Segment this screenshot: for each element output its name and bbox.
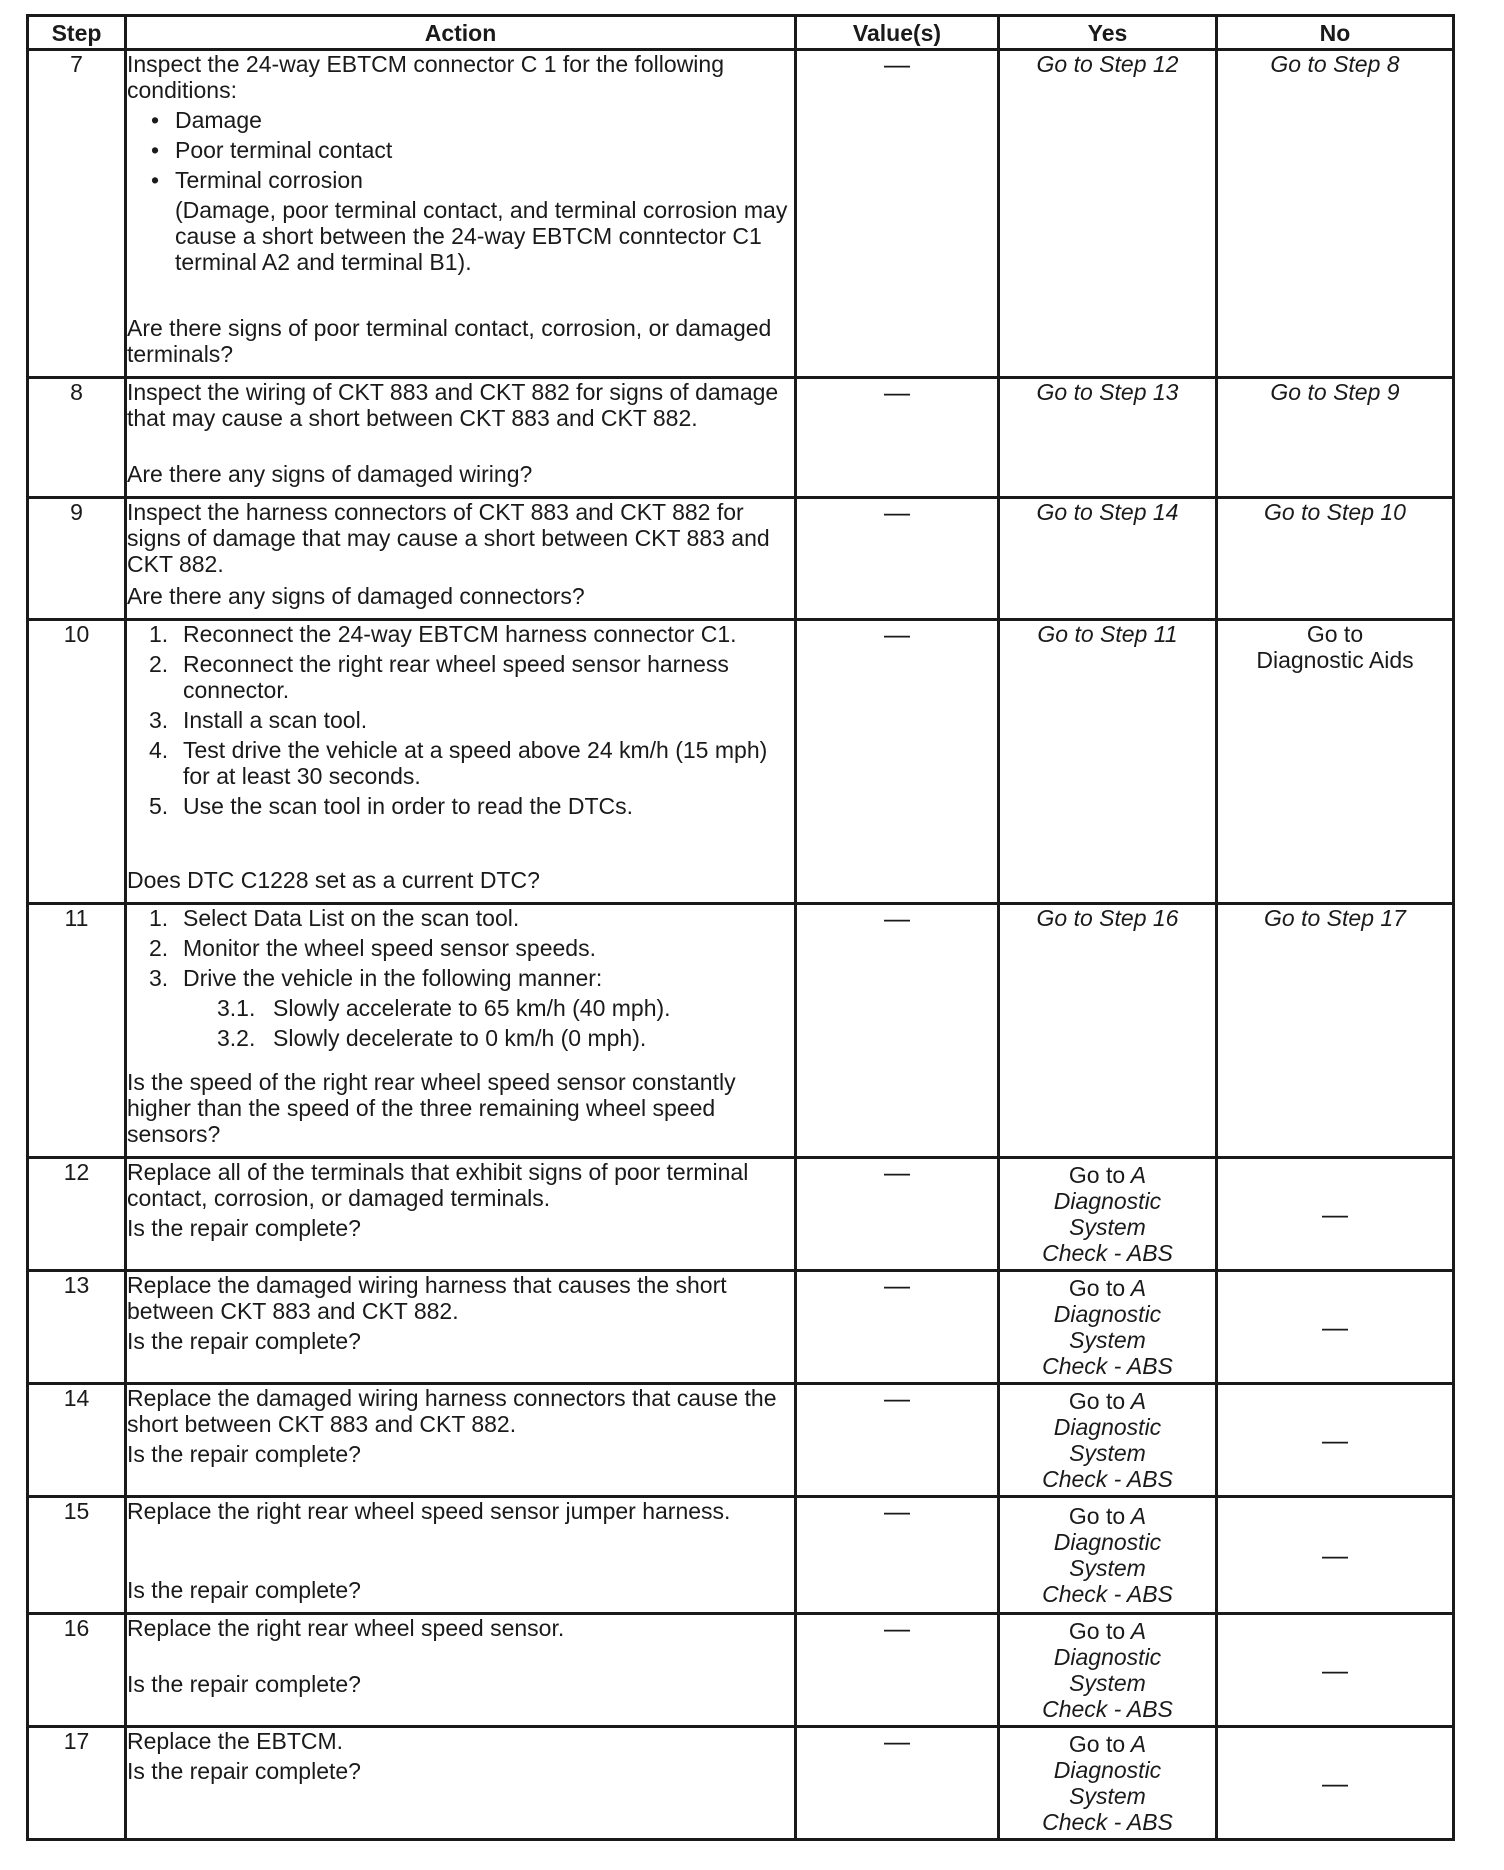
no-link: Go to Step 8	[1270, 51, 1400, 77]
table-row	[28, 1158, 1454, 1271]
no-cell: —	[1217, 1158, 1454, 1271]
step-number: 15	[28, 1497, 126, 1614]
procedure-list	[127, 621, 794, 823]
table-row	[28, 1384, 1454, 1497]
table-row	[28, 620, 1454, 904]
action-question: Is the repair complete?	[127, 1441, 361, 1467]
step-number: 8	[28, 378, 126, 498]
list-item: 2. Reconnect the right rear wheel speed sensor harness connector.	[149, 651, 729, 703]
no-cell	[1217, 378, 1454, 498]
no-link-line1: Go to	[1306, 621, 1364, 647]
yes-link: Go to Step 13	[1036, 379, 1179, 405]
no-link: Go to Step 10	[1264, 499, 1406, 525]
table-row	[28, 50, 1454, 378]
action-text: Inspect the 24-way EBTCM connector C 1 for the following conditions:	[127, 51, 725, 103]
step-number: 16	[28, 1614, 126, 1727]
yes-cell: Go to A Diagnostic System Check - ABS	[999, 1271, 1217, 1384]
no-cell	[1217, 50, 1454, 378]
abs-check-link: Go to A	[1068, 1618, 1147, 1644]
list-item: 3.2. Slowly decelerate to 0 km/h (0 mph).	[217, 1025, 647, 1051]
list-item: • Damage	[151, 107, 794, 133]
value-cell: —	[796, 1384, 999, 1497]
action-cell	[126, 1271, 796, 1384]
no-link: Go to Step 17	[1264, 905, 1406, 931]
action-question: Are there signs of poor terminal contact, corrosion, or damaged terminals?	[127, 315, 772, 367]
value-cell: —	[796, 378, 999, 498]
action-question: Is the repair complete?	[127, 1328, 361, 1354]
no-cell	[1217, 620, 1454, 904]
action-cell	[126, 50, 796, 378]
no-cell: —	[1217, 1497, 1454, 1614]
step-number: 14	[28, 1384, 126, 1497]
action-text: Inspect the harness connectors of CKT 883 and CKT 882 for signs of damage that may cause a short between CKT 883 and CKT 882.	[127, 499, 770, 577]
table-row	[28, 1614, 1454, 1727]
action-cell	[126, 1727, 796, 1840]
yes-link: Go to Step 11	[1037, 621, 1178, 647]
no-link: Go to Step 9	[1270, 379, 1400, 405]
no-cell: —	[1217, 1727, 1454, 1840]
header-action: Action	[126, 16, 796, 50]
yes-cell: Go to A Diagnostic System Check - ABS	[999, 1727, 1217, 1840]
action-note: (Damage, poor terminal contact, and terminal corrosion may cause a short between the 24-way EBTCM conntector C1 terminal A2 and terminal B1).	[175, 197, 788, 275]
header-values: Value(s)	[796, 16, 999, 50]
value-cell: —	[796, 1727, 999, 1840]
no-cell	[1217, 498, 1454, 620]
list-item: 1. Select Data List on the scan tool.	[149, 905, 520, 931]
header-no: No	[1217, 16, 1454, 50]
abs-check-link: Go to A	[1068, 1162, 1147, 1188]
table-row	[28, 498, 1454, 620]
action-text: Inspect the wiring of CKT 883 and CKT 882 for signs of damage that may cause a short between CKT 883 and CKT 882.	[127, 379, 779, 431]
yes-cell: Go to A Diagnostic System Check - ABS	[999, 1497, 1217, 1614]
action-text: Replace the damaged wiring harness connectors that cause the short between CKT 883 and CKT 882.	[127, 1385, 777, 1437]
action-cell	[126, 1497, 796, 1614]
step-number: 12	[28, 1158, 126, 1271]
list-item: 2. Monitor the wheel speed sensor speeds.	[149, 935, 596, 961]
action-question: Is the repair complete?	[127, 1215, 361, 1241]
list-item: • Terminal corrosion	[151, 167, 794, 193]
step-number: 17	[28, 1727, 126, 1840]
value-cell: —	[796, 620, 999, 904]
condition-list	[127, 103, 794, 193]
value-cell: —	[796, 1158, 999, 1271]
value-cell: —	[796, 1271, 999, 1384]
value-cell: —	[796, 1497, 999, 1614]
action-text: Replace the right rear wheel speed sensor.	[127, 1615, 565, 1641]
value-cell: —	[796, 50, 999, 378]
table-row	[28, 1497, 1454, 1614]
action-cell	[126, 620, 796, 904]
action-cell	[126, 1158, 796, 1271]
yes-cell	[999, 904, 1217, 1158]
yes-link: Go to Step 12	[1036, 51, 1179, 77]
sub-procedure-list	[183, 995, 794, 1051]
list-item: 3.1. Slowly accelerate to 65 km/h (40 mph).	[217, 995, 671, 1021]
diagnostic-table	[26, 14, 1455, 1841]
yes-link: Go to Step 14	[1036, 499, 1179, 525]
value-cell: —	[796, 904, 999, 1158]
list-item: • Poor terminal contact	[151, 137, 794, 163]
yes-cell: Go to A Diagnostic System Check - ABS	[999, 1384, 1217, 1497]
action-question: Is the repair complete?	[127, 1577, 361, 1603]
list-item: 5. Use the scan tool in order to read the DTCs.	[149, 793, 633, 819]
action-question: Does DTC C1228 set as a current DTC?	[127, 867, 540, 893]
abs-check-link: Go to A	[1068, 1388, 1147, 1414]
table-row	[28, 904, 1454, 1158]
yes-cell	[999, 620, 1217, 904]
abs-check-link: Go to A	[1068, 1275, 1147, 1301]
action-text: Replace all of the terminals that exhibit signs of poor terminal contact, corrosion, or damaged terminals.	[127, 1159, 749, 1211]
list-item: 1. Reconnect the 24-way EBTCM harness connector C1.	[149, 621, 737, 647]
yes-cell	[999, 50, 1217, 378]
action-question: Is the repair complete?	[127, 1671, 361, 1697]
action-question: Is the speed of the right rear wheel speed sensor constantly higher than the speed of the three remaining wheel speed sensors?	[127, 1069, 736, 1147]
step-number: 13	[28, 1271, 126, 1384]
action-text: Replace the damaged wiring harness that causes the short between CKT 883 and CKT 882.	[127, 1272, 727, 1324]
no-cell: —	[1217, 1614, 1454, 1727]
no-cell: —	[1217, 1384, 1454, 1497]
action-text: Replace the EBTCM.	[127, 1728, 344, 1754]
list-item: 3. Drive the vehicle in the following manner: 3.1. Slowly accelerate to 65 km/h (40 mph). 3.2. Slowly decelerate to 0 km/h (0 mph).	[149, 965, 794, 1051]
yes-cell	[999, 498, 1217, 620]
table-row	[28, 378, 1454, 498]
value-cell: —	[796, 1614, 999, 1727]
step-number: 11	[28, 904, 126, 1158]
step-number: 10	[28, 620, 126, 904]
yes-cell: Go to A Diagnostic System Check - ABS	[999, 1158, 1217, 1271]
abs-check-link: Go to A	[1068, 1503, 1147, 1529]
yes-cell	[999, 378, 1217, 498]
action-question: Is the repair complete?	[127, 1758, 361, 1784]
action-cell	[126, 498, 796, 620]
step-number: 9	[28, 498, 126, 620]
no-link-line2: Diagnostic Aids	[1256, 647, 1414, 673]
list-item: 3. Install a scan tool.	[149, 707, 368, 733]
action-cell	[126, 904, 796, 1158]
procedure-list	[127, 905, 794, 1055]
header-row	[28, 16, 1454, 50]
action-question: Are there any signs of damaged wiring?	[127, 461, 533, 487]
header-yes: Yes	[999, 16, 1217, 50]
header-step: Step	[28, 16, 126, 50]
action-question: Are there any signs of damaged connectors?	[127, 583, 585, 609]
step-number: 7	[28, 50, 126, 378]
action-cell	[126, 1614, 796, 1727]
table-row	[28, 1727, 1454, 1840]
table-row	[28, 1271, 1454, 1384]
action-cell	[126, 378, 796, 498]
action-cell	[126, 1384, 796, 1497]
yes-cell: Go to A Diagnostic System Check - ABS	[999, 1614, 1217, 1727]
value-cell: —	[796, 498, 999, 620]
action-text: Replace the right rear wheel speed sensor jumper harness.	[127, 1498, 731, 1524]
no-cell	[1217, 904, 1454, 1158]
no-cell: —	[1217, 1271, 1454, 1384]
yes-link: Go to Step 16	[1036, 905, 1179, 931]
abs-check-link: Go to A	[1068, 1731, 1147, 1757]
list-item: 4. Test drive the vehicle at a speed above 24 km/h (15 mph) for at least 30 seconds.	[149, 737, 768, 789]
